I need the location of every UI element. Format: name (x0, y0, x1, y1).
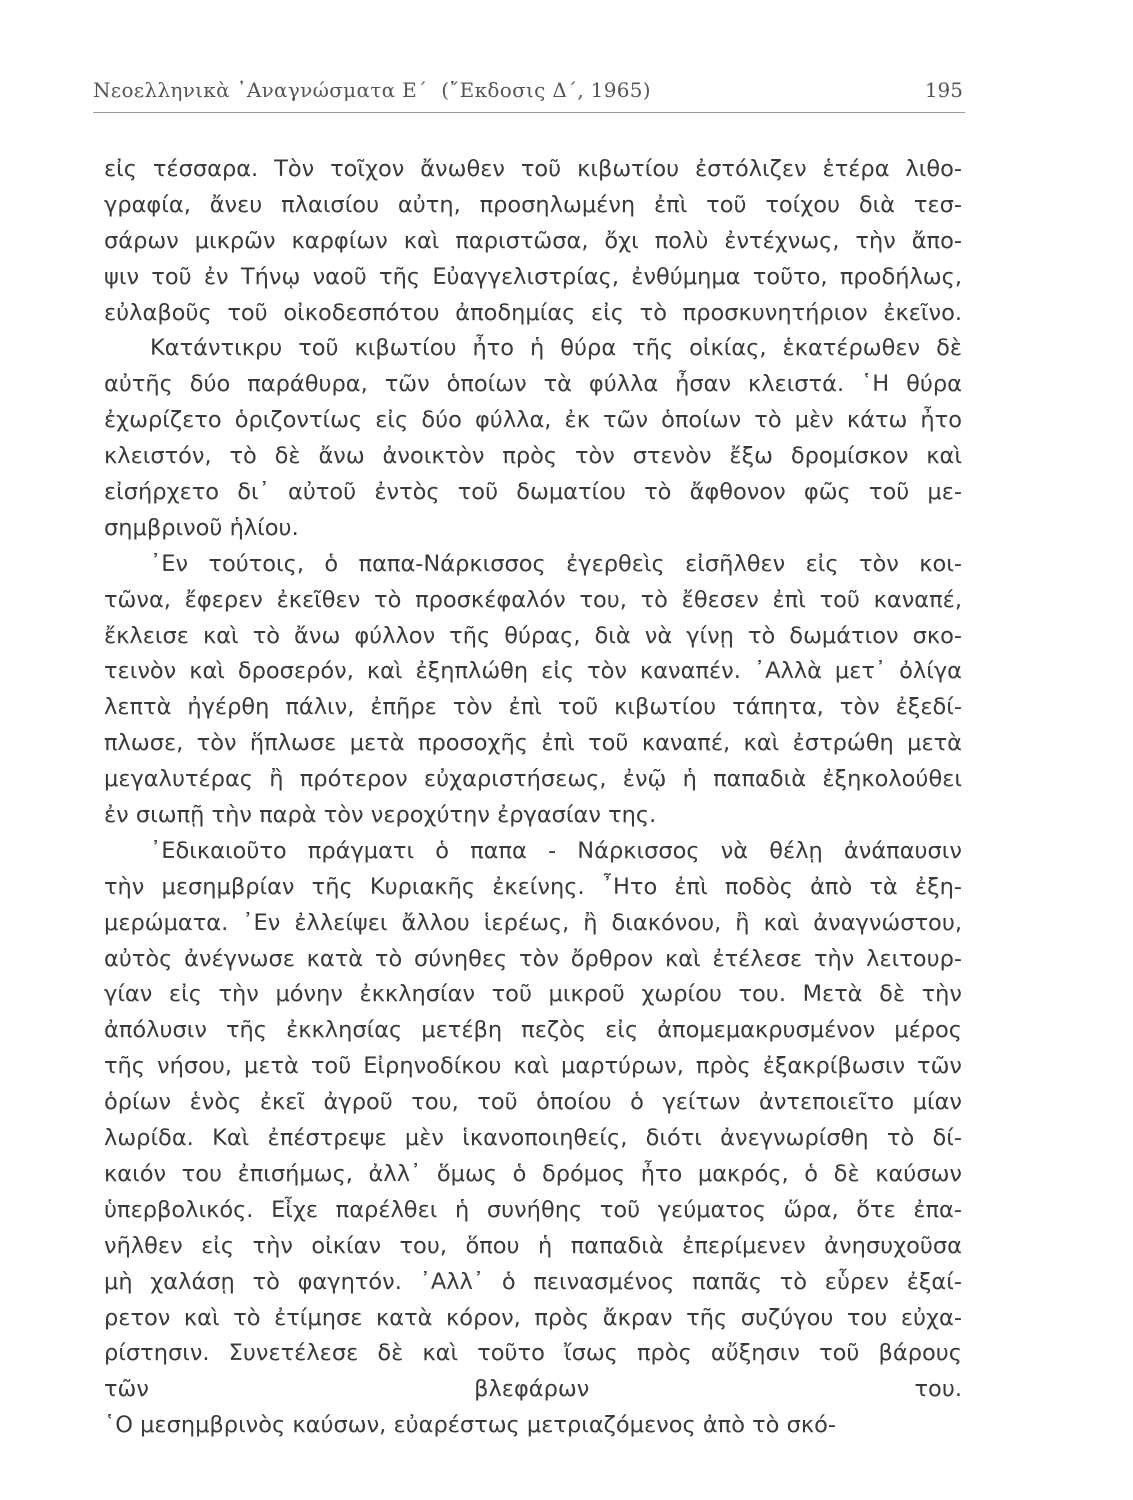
edition-info: (῎Εκδοσις Δ΄, 1965) (441, 78, 651, 102)
text-line: τεινὸν καὶ δροσερόν, καὶ ἐξηπλώθη εἰς τὸν καναπέν. ᾿Αλλὰ μετ᾿ ὀλίγα (104, 658, 962, 685)
text-line: σάρων μικρῶν καρφίων καὶ παριστῶσα, ὄχι πολὺ ἐντέχνως, τὴν ἄπο- (104, 227, 962, 254)
text-line: αὐτὸς ἀνέγνωσε κατὰ τὸ σύνηθες τὸν ὄρθρον καὶ ἐτέλεσε τὴν λειτουρ- (104, 945, 962, 972)
paragraph-first-line: ᾿Εν τούτοις, ὁ παπα-Νάρκισσος ἐγερθεὶς εἰσῆλθεν εἰς τὸν κοι- (150, 550, 962, 577)
text-line: ψιν τοῦ ἐν Τήνῳ ναοῦ τῆς Εὐαγγελιστρίας, ἐνθύμημα τοῦτο, προδήλως, (104, 263, 962, 290)
page-number: 195 (924, 78, 963, 102)
page-header (93, 74, 965, 113)
text-line: ἔκλεισε καὶ τὸ ἄνω φύλλον τῆς θύρας, διὰ νὰ γίνῃ τὸ δωμάτιον σκο- (104, 622, 962, 649)
text-line: νῆλθεν εἰς τὴν οἰκίαν του, ὅπου ἡ παπαδιὰ ἐπερίμενεν ἀνησυχοῦσα (104, 1232, 962, 1259)
text-line: τὴν μεσημβρίαν τῆς Κυριακῆς ἐκείνης. ῏Ητο ἐπὶ ποδὸς ἀπὸ τὰ ἐξη- (104, 873, 962, 900)
paragraph-first-line (104, 1444, 962, 1480)
text-line: μερώματα. ᾿Εν ἐλλείψει ἄλλου ἱερέως, ἢ διακόνου, ἢ καὶ ἀναγνώστου, (104, 909, 962, 936)
body-text (104, 152, 962, 1480)
text-line: λωρίδα. Καὶ ἐπέστρεψε μὲν ἱκανοποιηθείς, διότι ἀνεγνωρίσθη τὸ δί- (104, 1125, 962, 1152)
running-title (93, 78, 651, 102)
paragraph-first-line: Κατάντικρυ τοῦ κιβωτίου ἦτο ἡ θύρα τῆς οἰκίας, ἑκατέρωθεν δὲ (150, 335, 962, 362)
text-line: τῆς νήσου, μετὰ τοῦ Εἰρηνοδίκου καὶ μαρτύρων, πρὸς ἐξακρίβωσιν τῶν (104, 1053, 962, 1080)
paragraph-last-line: σημβρινοῦ ἡλίου. (104, 514, 299, 541)
text-line: ὑπερβολικός. Εἶχε παρέλθει ἡ συνήθης τοῦ γεύματος ὥρα, ὅτε ἐπα- (104, 1196, 962, 1223)
text-line: λεπτὰ ἠγέρθη πάλιν, ἐπῆρε τὸν ἐπὶ τοῦ κιβωτίου τάπητα, τὸν ἐξεδί- (104, 694, 962, 721)
text-line: ἀπόλυσιν τῆς ἐκκλησίας μετέβη πεζὸς εἰς ἀπομεμακρυσμένον μέρος (104, 1017, 962, 1044)
text-line: κλειστόν, τὸ δὲ ἄνω ἀνοικτὸν πρὸς τὸν στενὸν ἔξω δρομίσκον καὶ (104, 443, 962, 470)
text-line: εἰς τέσσαρα. Τὸν τοῖχον ἄνωθεν τοῦ κιβωτίου ἐστόλιζεν ἑτέρα λιθο- (104, 156, 962, 182)
text-line: αὐτῆς δύο παράθυρα, τῶν ὁποίων τὰ φύλλα ἦσαν κλειστά. ῾Η θύρα (104, 371, 962, 398)
paragraph-first-line: ᾿Εδικαιοῦτο πράγματι ὁ παπα - Νάρκισσος νὰ θέλῃ ἀνάπαυσιν (150, 837, 962, 864)
text-line: γραφία, ἄνευ πλαισίου αὐτη, προσηλωμένη ἐπὶ τοῦ τοίχου διὰ τεσ- (104, 191, 962, 218)
text-line: ρετον καὶ τὸ ἐτίμησε κατὰ κόρον, πρὸς ἄκραν τῆς συζύγου του εὐχα- (104, 1304, 962, 1331)
text-line: μὴ χαλάσῃ τὸ φαγητόν. ᾿Αλλ᾿ ὁ πεινασμένος παπᾶς τὸ εὗρεν ἐξαί- (104, 1268, 962, 1295)
text-line: πλωσε, τὸν ἥπλωσε μετὰ προσοχῆς ἐπὶ τοῦ καναπέ, καὶ ἐστρώθη μετὰ (104, 730, 962, 757)
text-line: γίαν εἰς τὴν μόνην ἐκκλησίαν τοῦ μικροῦ χωρίου του. Μετὰ δὲ τὴν (104, 981, 962, 1008)
text-line: ὁρίων ἑνὸς ἐκεῖ ἀγροῦ του, τοῦ ὁποίου ὁ γείτων ἀντεποιεῖτο μίαν (104, 1089, 962, 1116)
book-title: Νεοελληνικὰ ᾿Αναγνώσματα Ε΄ (93, 78, 428, 102)
text-line: μεγαλυτέρας ἢ πρότερον εὐχαριστήσεως, ἐνῷ ἡ παπαδιὰ ἐξηκολούθει (104, 766, 962, 793)
paragraph-last-line: ῾Ο μεσημβρινὸς καύσων, εὐαρέστως μετριαζόμενος ἀπὸ τὸ σκό- (104, 1412, 837, 1439)
text-line: ἐχωρίζετο ὁριζοντίως εἰς δύο φύλλα, ἐκ τῶν ὁποίων τὸ μὲν κάτω ἦτο (104, 407, 962, 434)
text-line: εὐλαβοῦς τοῦ οἰκοδεσπότου ἀποδημίας εἰς τὸ προσκυνητήριον ἐκεῖνο. (104, 299, 962, 326)
text-line: τῶν βλεφάρων του. (104, 1376, 962, 1403)
text-line: ρίστησιν. Συνετέλεσε δὲ καὶ τοῦτο ἴσως πρὸς αὔξησιν τοῦ βάρους (104, 1340, 962, 1367)
text-line: καιόν του ἐπισήμως, ἀλλ᾿ ὅμως ὁ δρόμος ἦτο μακρός, ὁ δὲ καύσων (104, 1160, 962, 1187)
text-line: εἰσήρχετο δι᾿ αὐτοῦ ἐντὸς τοῦ δωματίου τὸ ἄφθονον φῶς τοῦ με- (104, 479, 962, 506)
paragraph-last-line: ἐν σιωπῇ τὴν παρὰ τὸν νεροχύτην ἐργασίαν της. (104, 802, 657, 829)
text-line: τῶνα, ἔφερεν ἐκεῖθεν τὸ προσκέφαλόν του, τὸ ἔθεσεν ἐπὶ τοῦ καναπέ, (104, 586, 962, 613)
